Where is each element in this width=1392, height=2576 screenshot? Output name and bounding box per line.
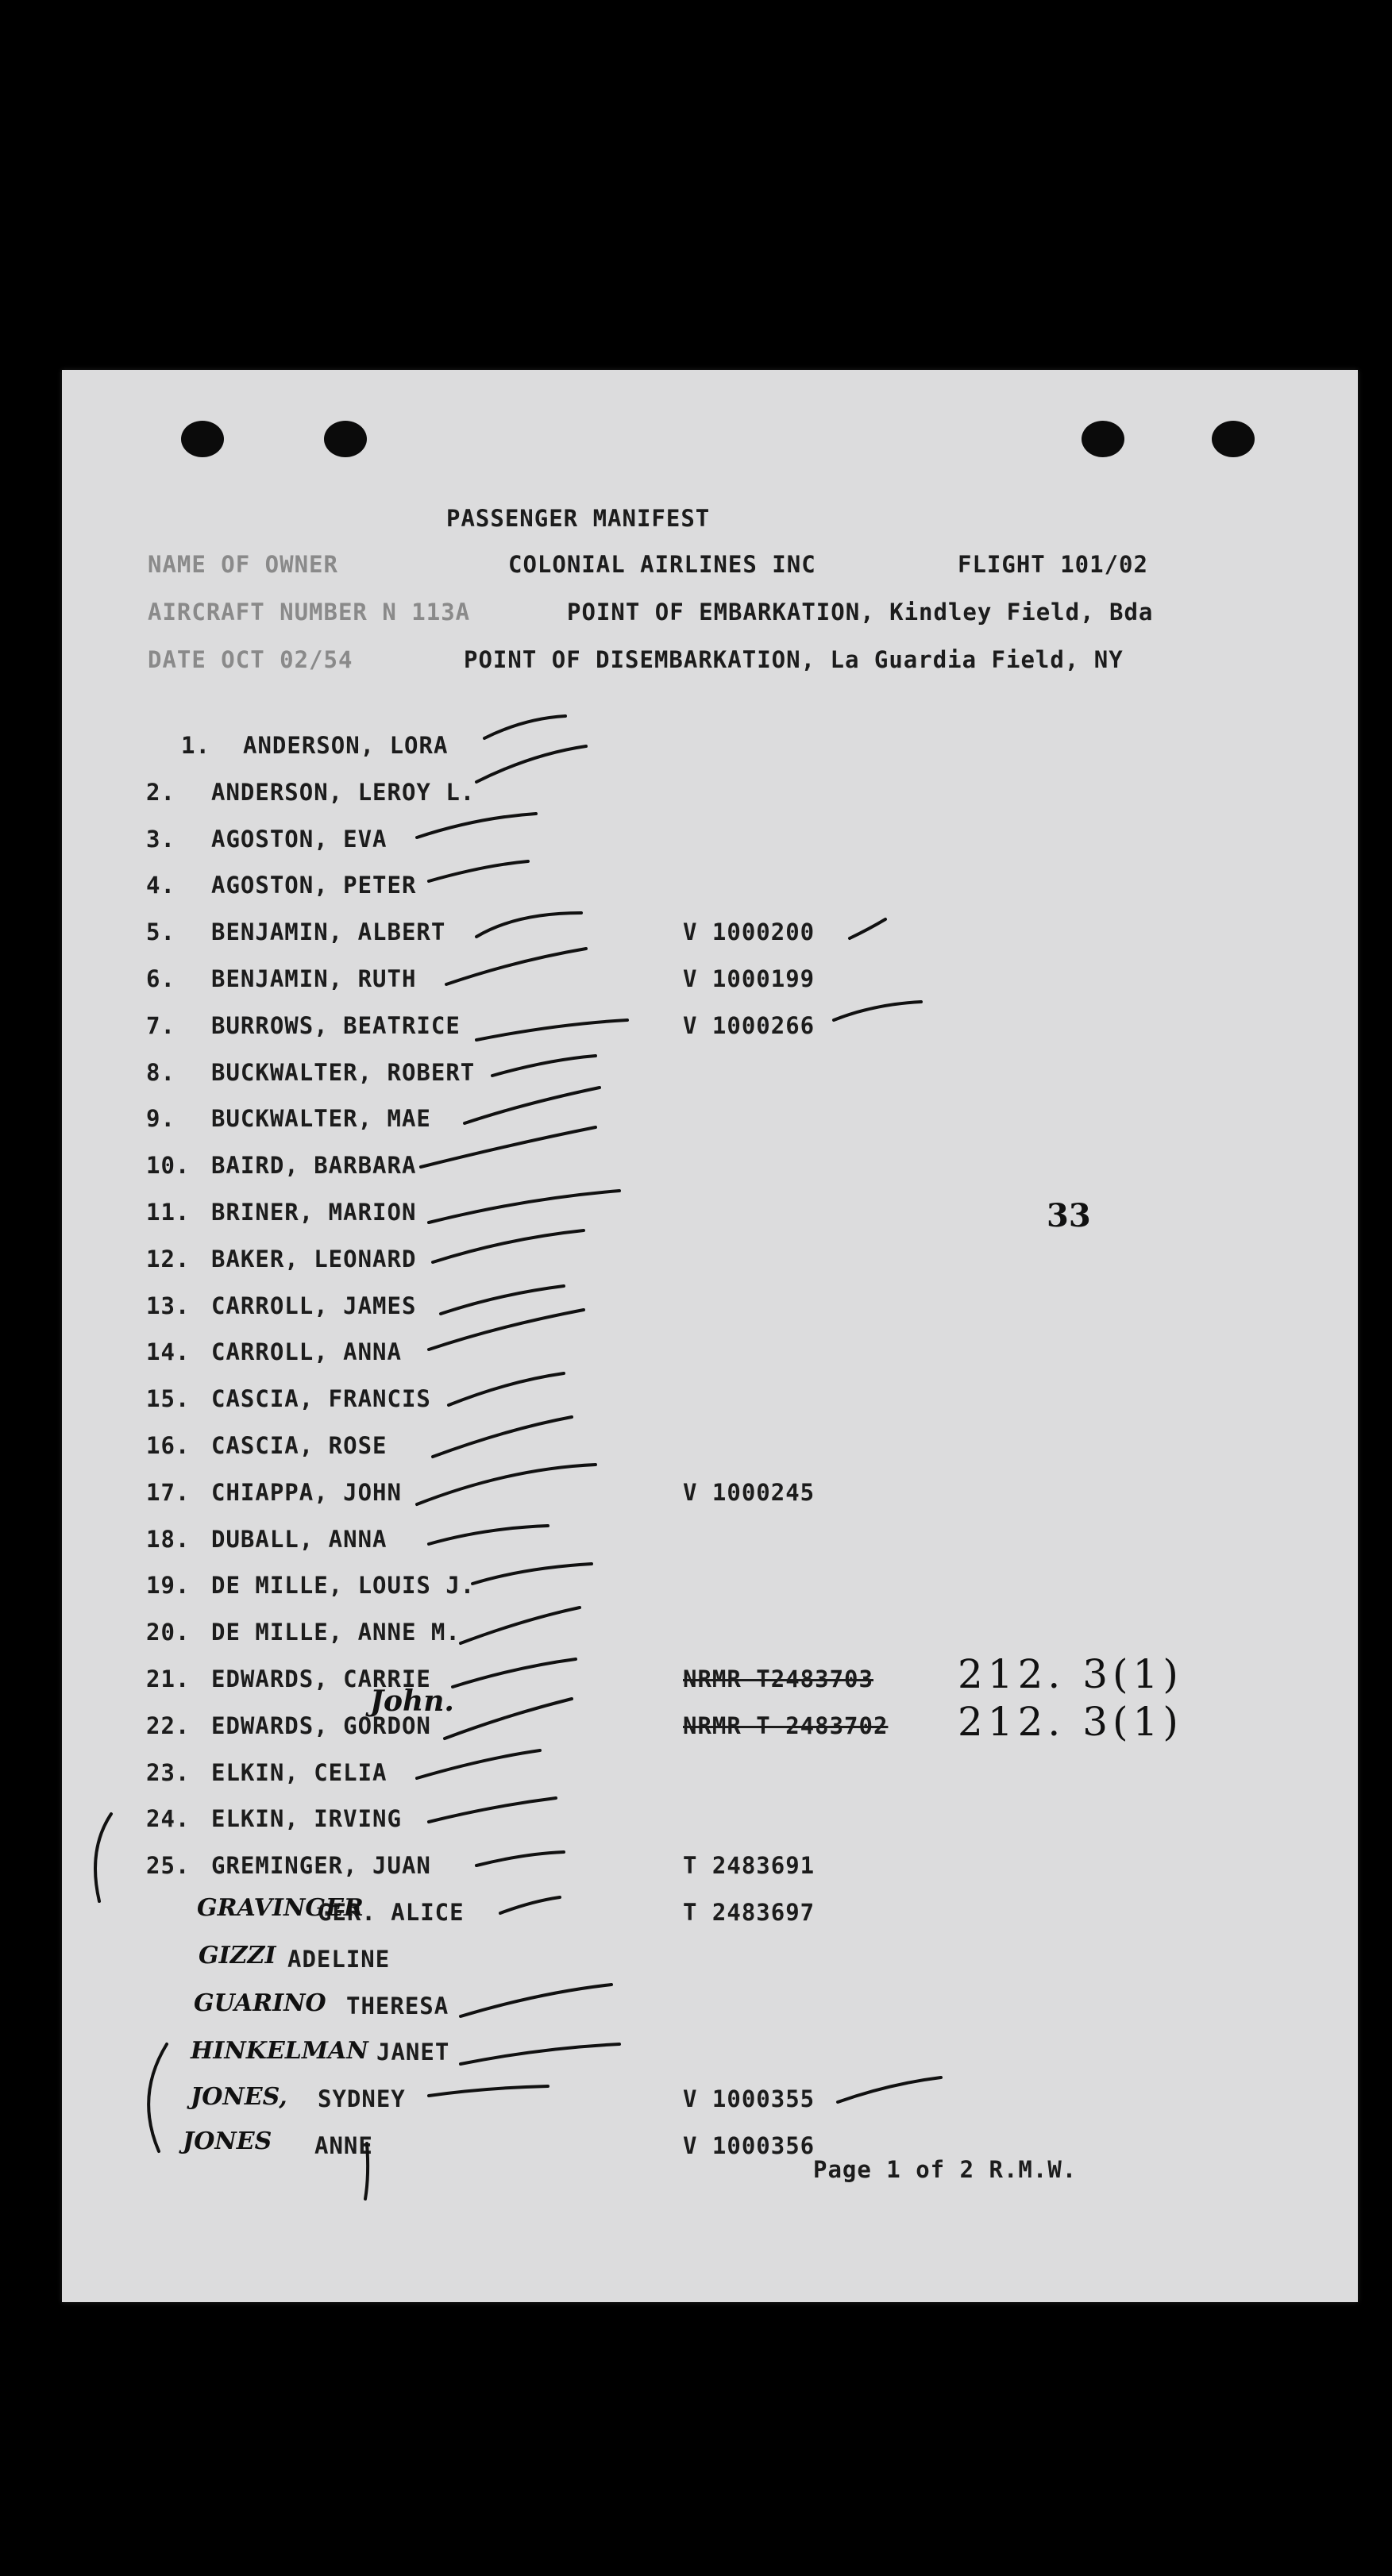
handwritten-surname-jones-1: JONES, — [191, 2083, 287, 2111]
passenger-name: BENJAMIN, ALBERT — [211, 918, 446, 946]
passenger-number: 11. — [146, 1199, 191, 1226]
handwritten-code-22: 212. 3(1) — [958, 1699, 1183, 1745]
passenger-name: ANDERSON, LORA — [243, 732, 449, 759]
owner-name: COLONIAL AIRLINES INC — [508, 551, 816, 578]
passenger-name: CASCIA, ROSE — [211, 1432, 388, 1459]
passenger-number: 16. — [146, 1432, 191, 1459]
passenger-number: 5. — [146, 918, 175, 946]
page-footer: Page 1 of 2 R.M.W. — [813, 2156, 1078, 2183]
passenger-document: V 1000266 — [683, 1011, 816, 1039]
passenger-number: 2. — [146, 778, 175, 806]
punch-hole — [324, 421, 367, 457]
handwritten-code-21: 212. 3(1) — [958, 1651, 1183, 1697]
owner-label: NAME OF OWNER — [148, 551, 338, 578]
passenger-document: V 1000200 — [683, 918, 816, 946]
passenger-number: 8. — [146, 1058, 175, 1086]
passenger-name: DUBALL, ANNA — [211, 1525, 388, 1553]
passenger-number: 20. — [146, 1619, 191, 1646]
passenger-name: CARROLL, JAMES — [211, 1292, 417, 1319]
passenger-name: THERESA — [346, 1992, 449, 2020]
passenger-name: BAIRD, BARBARA — [211, 1152, 417, 1180]
passenger-name: AGOSTON, PETER — [211, 872, 417, 899]
date-label: DATE OCT 02/54 — [148, 646, 353, 673]
passenger-name: DE MILLE, LOUIS J. — [211, 1572, 476, 1600]
passenger-number: 17. — [146, 1478, 191, 1506]
handwritten-john: John. — [370, 1685, 454, 1718]
passenger-document: T 2483691 — [683, 1852, 816, 1880]
passenger-number: 13. — [146, 1292, 191, 1319]
passenger-number: 12. — [146, 1245, 191, 1273]
passenger-number: 3. — [146, 825, 175, 853]
passenger-name: ELKIN, IRVING — [211, 1805, 402, 1833]
handwritten-surname-hinkelman: HINKELMAN — [191, 2037, 368, 2065]
passenger-document: V 1000199 — [683, 965, 816, 992]
handwritten-surname-guarino: GUARINO — [194, 1989, 326, 2017]
disembarkation-point: POINT OF DISEMBARKATION, La Guardia Field, NY — [464, 646, 1124, 673]
handwritten-surname-gravinger: GRAVINGER — [197, 1894, 364, 1922]
passenger-number: 24. — [146, 1805, 191, 1833]
passenger-document: V 1000356 — [683, 2132, 816, 2159]
handwritten-surname-gizzi: GIZZI — [199, 1942, 276, 1970]
passenger-number: 15. — [146, 1385, 191, 1413]
passenger-name: AGOSTON, EVA — [211, 825, 388, 853]
passenger-name: JANET — [376, 2039, 450, 2066]
passenger-number: 22. — [146, 1712, 191, 1739]
passenger-name: CHIAPPA, JOHN — [211, 1478, 402, 1506]
passenger-name: DE MILLE, ANNE M. — [211, 1619, 461, 1646]
passenger-document: T 2483697 — [683, 1899, 816, 1926]
passenger-number: 25. — [146, 1852, 191, 1880]
passenger-name: EDWARDS, CARRIE — [211, 1665, 431, 1692]
aircraft-label: AIRCRAFT NUMBER N 113A — [148, 599, 471, 626]
passenger-name: BUCKWALTER, ROBERT — [211, 1058, 476, 1086]
passenger-name: GREMINGER, JUAN — [211, 1852, 431, 1880]
flight-number: FLIGHT 101/02 — [958, 551, 1148, 578]
passenger-number: 23. — [146, 1758, 191, 1786]
punch-hole — [181, 421, 224, 457]
page-title: PASSENGER MANIFEST — [446, 505, 711, 532]
passenger-number: 4. — [146, 872, 175, 899]
handwritten-surname-jones-2: JONES — [183, 2127, 272, 2155]
embarkation-point: POINT OF EMBARKATION, Kindley Field, Bda — [567, 599, 1154, 626]
passenger-number: 1. — [181, 732, 210, 759]
passenger-name: ANDERSON, LEROY L. — [211, 778, 476, 806]
passenger-document: NRMR T2483703 — [683, 1665, 873, 1692]
passenger-number: 7. — [146, 1011, 175, 1039]
passenger-document: NRMR T 2483702 — [683, 1712, 889, 1739]
passenger-name: GER. ALICE — [318, 1899, 465, 1926]
passenger-name: ELKIN, CELIA — [211, 1758, 388, 1786]
passenger-name: CASCIA, FRANCIS — [211, 1385, 431, 1413]
passenger-number: 18. — [146, 1525, 191, 1553]
passenger-name: SYDNEY — [318, 2085, 406, 2113]
passenger-name: BURROWS, BEATRICE — [211, 1011, 461, 1039]
punch-hole — [1212, 421, 1255, 457]
passenger-number: 10. — [146, 1152, 191, 1180]
passenger-name: BRINER, MARION — [211, 1199, 417, 1226]
passenger-name: BAKER, LEONARD — [211, 1245, 417, 1273]
passenger-name: BENJAMIN, RUTH — [211, 965, 417, 992]
passenger-number: 19. — [146, 1572, 191, 1600]
passenger-name: CARROLL, ANNA — [211, 1338, 402, 1366]
passenger-name: BUCKWALTER, MAE — [211, 1105, 431, 1133]
passenger-document: V 1000245 — [683, 1478, 816, 1506]
passenger-name: ANNE — [314, 2132, 373, 2159]
passenger-number: 6. — [146, 965, 175, 992]
passenger-number: 21. — [146, 1665, 191, 1692]
passenger-name: ADELINE — [287, 1945, 391, 1973]
passenger-number: 9. — [146, 1105, 175, 1133]
punch-hole — [1082, 421, 1124, 457]
passenger-number: 14. — [146, 1338, 191, 1366]
stamp-number: 33 — [1047, 1197, 1091, 1234]
passenger-document: V 1000355 — [683, 2085, 816, 2113]
passenger-name: EDWARDS, GORDON — [211, 1712, 431, 1739]
